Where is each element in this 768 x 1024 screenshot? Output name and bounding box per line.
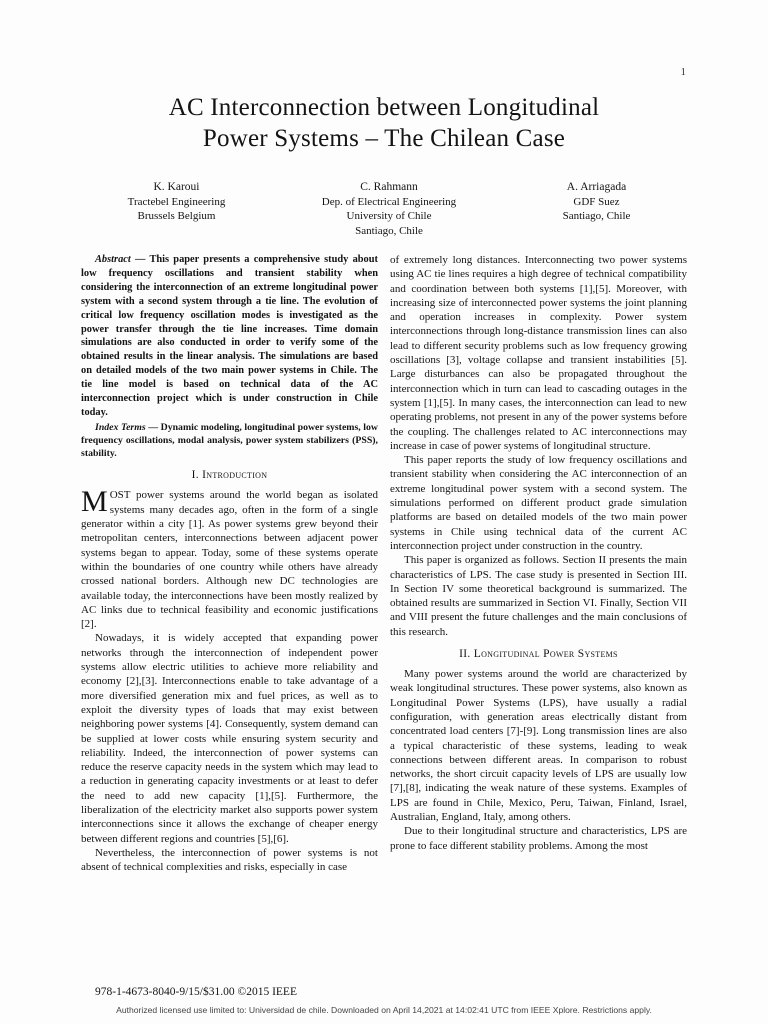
lps-paragraph-2: Due to their longitudinal structure and characteristics, LPS are prone to face different stability problems. Among the most (390, 825, 687, 852)
intro-paragraph-3: Nevertheless, the interconnection of power systems is not absent of technical complexities and risks, especially in case (81, 846, 378, 874)
intro-paragraph-3-continuation: of extremely long distances. Interconnecting two power systems using AC tie lines requires a high degree of technical compatibility and coordination between both systems [1],[5]. Moreover, with increasing size of interconnected power systems the joint planning and operation increases in complexity. Power system interconnections through long-distance transmission lines can also lead to different security problems such as low frequency growing oscillations [3], voltage collapse and transient instabilities [5]. Large disturbances can also be propagated throughout the interconnection which in turn can lead to cascading outages in the system [1],[5]. In many cases, the interconnection can lead to new operating problems, not present in any of the power systems before the coupling. The challenges related to AC interconnections may increase in case of power systems of longitudinal structure. (390, 254, 687, 452)
author-affiliation-line: University of Chile (346, 210, 432, 222)
drop-cap: M (81, 485, 108, 519)
author-block-rahmann (279, 180, 499, 238)
right-column (390, 253, 687, 875)
index-terms-label: Index Terms (95, 421, 146, 433)
author-affiliation-line: Dep. of Electrical Engineering (321, 195, 457, 208)
paper-title (0, 0, 768, 154)
authors-row (74, 180, 694, 238)
author-affiliation-line: Santiago, Chile (355, 224, 423, 237)
two-column-body (81, 253, 687, 875)
intro-paragraph-4: This paper reports the study of low frequency oscillations and transient stability when considering the AC interconnection of an extreme longitudinal power system with a second system. The simulations performed on different product grade simulation platforms are based on detailed models of the two main power systems in Chile using technical data of the current AC interconnection project under construction in the country. (390, 454, 687, 552)
abstract-paragraph (81, 253, 378, 420)
abstract-text: — This paper presents a comprehensive study about low frequency oscillations and transient stability when considering the interconnection of an extreme longitudinal power system with a second system through a tie line. The evolution of critical low frequency oscillation modes is investigated as the power transfer through the tie line increases. Time domain simulations are also conducted in order to verify some of the obtained results in the linear analysis. The simulations are based on detailed models of the two main power systems in Chile. The tie line model is based on technical data of the AC interconnection project which is under construction in Chile today. (81, 254, 378, 418)
section-heading-longitudinal-power-systems: II. Longitudinal Power Systems (459, 648, 618, 661)
author-block-karoui (74, 180, 279, 238)
abstract-label: Abstract (95, 254, 131, 265)
author-name: C. Rahmann (360, 181, 418, 193)
author-name: A. Arriagada (566, 181, 627, 193)
author-block-arriagada (499, 180, 694, 238)
section-heading-introduction: I. Introduction (191, 469, 268, 482)
author-affiliation-line: Brussels Belgium (137, 210, 216, 222)
intro-paragraph-1 (81, 485, 378, 631)
paper-title-line-1: AC Interconnection between Longitudinal (168, 94, 600, 121)
author-name: K. Karoui (153, 181, 200, 193)
page-number: 1 (680, 66, 686, 78)
footer-isbn: 978-1-4673-8040-9/15/$31.00 ©2015 IEEE (95, 986, 297, 998)
intro-paragraph-1-text: OST power systems around the world began as isolated systems many decades ago, often in the form of a single generator within a city [1]. As power systems grew beyond their metropolitan centers, interconnections between adjacent power systems began to appear. Today, some of these systems operate within the boundaries of one country while others have already crossed national borders. Although new DC technologies are available today, the interconnections have been mostly realized by AC links due to technical feasibility and economic justifications [2]. (81, 489, 378, 631)
intro-paragraph-2: Nowadays, it is widely accepted that expanding power networks through the interconnection of independent power systems allow electric utilities to achieve more reliability and economy [2],[3]. Interconnections enable to take advantage of a more diversified generation mix and fuel prices, as well as to exploit the diversity types of loads that may exist between neighboring power systems [4]. Consequently, system demand can be supplied at lower costs while ensuring system security and reliability. Indeed, the interconnection of power systems can reduce the reserve capacity needs in the system which may lead to a reduction in generating capacity investments or at least to defer the need to add new capacity [1],[5]. Furthermore, the liberalization of the electricity market also supports power system interconnections since it allows the exchange of cheaper energy between different regions and countries [5],[6]. (81, 632, 378, 845)
author-affiliation-line: Santiago, Chile (562, 210, 631, 222)
left-column (81, 253, 378, 875)
lps-paragraph-1: Many power systems around the world are characterized by weak longitudinal structures. These power systems, also known as Longitudinal Power Systems (LPS), have usually a radial configuration, with generation areas electrically distant from concentrated load centers [7]-[9]. Long transmission lines are also a typical characteristic of these systems, leading to weak connections between different areas. In comparison to robust networks, the short circuit capacity levels of LPS are usually low [7],[8], indicating the weak nature of these systems. Examples of LPS are found in Chile, Mexico, Peru, Taiwan, Finland, Israel, Australian, England, Italy, among others. (390, 668, 687, 823)
index-terms-paragraph (81, 421, 378, 461)
license-notice: Authorized licensed use limited to: Universidad de chile. Downloaded on April 14,2021 at 14:02:41 UTC from IEEE Xplore. Restrictions apply. (116, 1005, 652, 1015)
author-affiliation-line: Tractebel Engineering (127, 195, 226, 208)
paper-title-line-2: Power Systems – The Chilean Case (202, 125, 566, 152)
intro-paragraph-5: This paper is organized as follows. Section II presents the main characteristics of LPS. The case study is presented in Section III. In Section IV some theoretical background is summarized. The obtained results are summarized in Section VI. Finally, Section VII and VIII present the future challenges and the main conclusions of this research. (390, 554, 687, 638)
author-affiliation-line: GDF Suez (573, 195, 620, 208)
index-terms-text: — Dynamic modeling, longitudinal power systems, low frequency oscillations, modal analysis, power system stabilizers (PSS), stability. (81, 421, 378, 460)
